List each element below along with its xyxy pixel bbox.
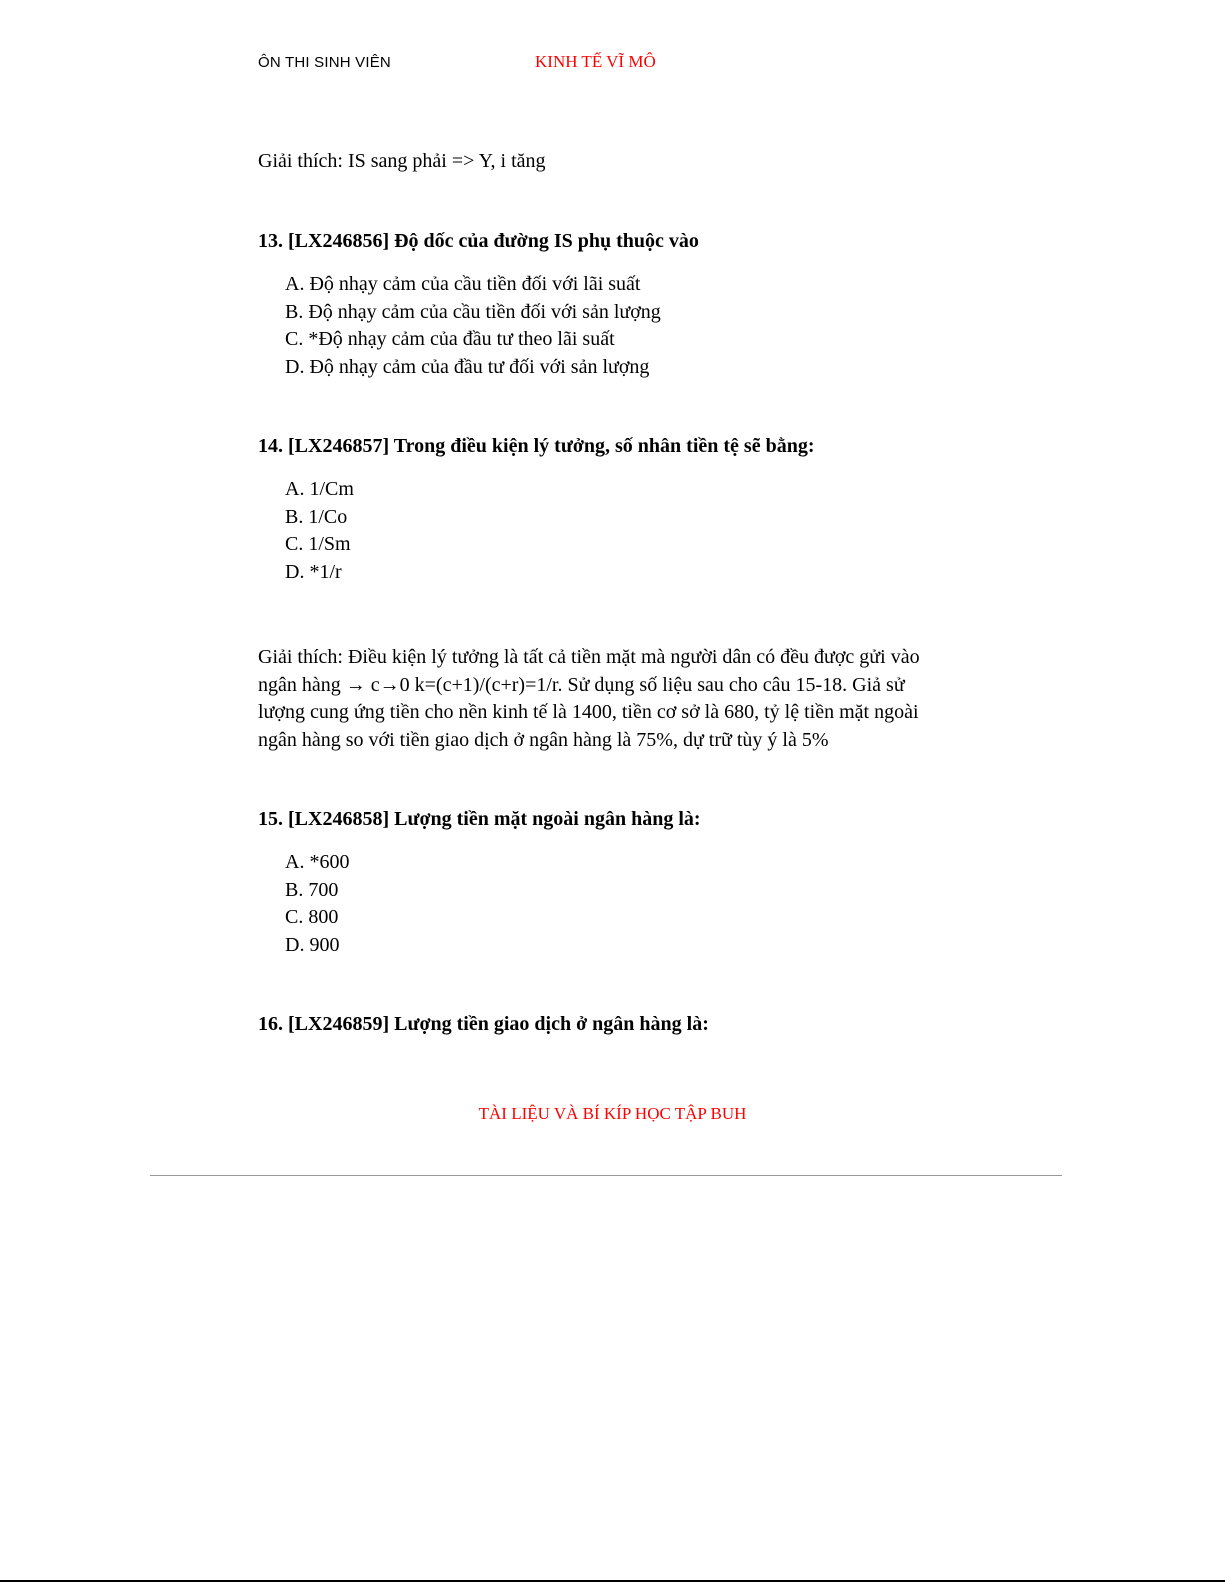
question-16-title: 16. [LX246859] Lượng tiền giao dịch ở ngân hàng là:: [258, 1013, 709, 1035]
question-13-options: [285, 271, 661, 381]
explanation-money-multiplier: [258, 644, 958, 754]
option-a: A. Độ nhạy cảm của cầu tiền đối với lãi suất: [285, 273, 641, 295]
footer-text: TÀI LIỆU VÀ BÍ KÍP HỌC TẬP BUH: [478, 1104, 747, 1123]
question-15-options: [285, 849, 349, 959]
header-subject-title: KINH TẾ VĨ MÔ: [535, 52, 656, 71]
option-a: A. *600: [285, 851, 350, 873]
explanation-line: ngân hàng so với tiền giao dịch ở ngân hàng là 75%, dự trữ tùy ý là 5%: [258, 728, 829, 751]
option-c: C. 800: [285, 906, 339, 928]
option-b: B. 1/Co: [285, 505, 348, 528]
question-14-title: 14. [LX246857] Trong điều kiện lý tưởng, số nhân tiền tệ sẽ bằng:: [258, 435, 815, 457]
explanation-line: Giải thích: Điều kiện lý tưởng là tất cả tiền mặt mà người dân có đều được gửi vào: [258, 646, 920, 668]
option-a: A. 1/Cm: [285, 478, 354, 500]
bottom-border: [0, 1580, 1225, 1582]
option-c: C. *Độ nhạy cảm của đầu tư theo lãi suất: [285, 328, 615, 350]
question-13-title: 13. [LX246856] Độ dốc của đường IS phụ thuộc vào: [258, 230, 699, 252]
question-15-title: 15. [LX246858] Lượng tiền mặt ngoài ngân hàng là:: [258, 808, 701, 830]
page-separator: [150, 1175, 1062, 1176]
option-d: D. Độ nhạy cảm của đầu tư đối với sản lượng: [285, 355, 650, 378]
explanation-is-shift: Giải thích: IS sang phải => Y, i tăng: [258, 150, 546, 172]
option-c: C. 1/Sm: [285, 533, 351, 555]
option-b: B. 700: [285, 878, 339, 901]
header-left-title: ÔN THI SINH VIÊN: [258, 54, 391, 71]
explanation-line: lượng cung ứng tiền cho nền kinh tế là 1400, tiền cơ sở là 680, tỷ lệ tiền mặt ngoài: [258, 701, 919, 723]
option-d: D. *1/r: [285, 560, 342, 583]
option-b: B. Độ nhạy cảm của cầu tiền đối với sản lượng: [285, 300, 661, 323]
option-d: D. 900: [285, 933, 340, 956]
question-14-options: [285, 476, 354, 586]
explanation-line: ngân hàng → c→0 k=(c+1)/(c+r)=1/r. Sử dụng số liệu sau cho câu 15-18. Giả sử: [258, 673, 905, 696]
